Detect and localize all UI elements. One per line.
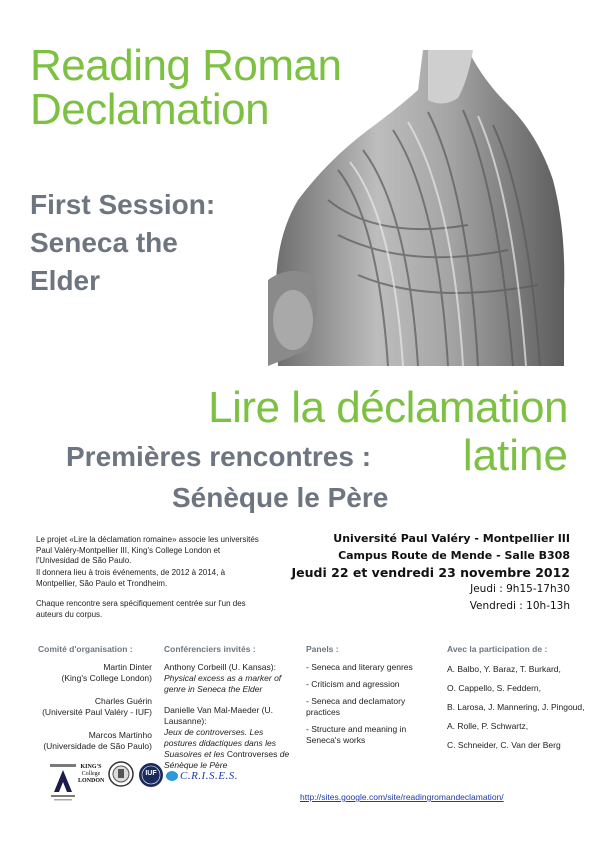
venue-dates: Jeudi 22 et vendredi 23 novembre 2012 <box>291 565 570 580</box>
kings-logo-line3: LONDON <box>78 778 105 784</box>
iuf-logo-text: IUF <box>145 770 157 777</box>
session-french-line2: Sénèque le Père <box>172 482 389 513</box>
speaker-1-talk-title: Physical excess as a marker of genre in Seneca the Elder <box>164 673 282 694</box>
title-french-line2: latine <box>462 431 568 480</box>
session-english <box>30 186 270 300</box>
venue-block <box>292 530 570 615</box>
venue-friday-hours: Vendredi : 10h-13h <box>469 600 570 612</box>
panel-item: - Structure and meaning in Seneca's works <box>306 724 407 745</box>
title-english-line2: Declamation <box>30 85 270 134</box>
session-french-line1: Premières rencontres : <box>66 441 372 472</box>
participant-line: O. Cappello, S. Feddern, <box>447 683 542 693</box>
session-english-line1: First Session: <box>30 189 216 220</box>
participant-line: A. Rolle, P. Schwartz, <box>447 721 529 731</box>
speaker-1-name: Anthony Corbeill (U. Kansas): <box>164 662 276 672</box>
organiser-entry <box>62 662 152 684</box>
panel-item: - Criticism and agression <box>306 679 400 689</box>
crises-logo-text: C.R.I.S.E.S. <box>180 770 238 782</box>
crises-emblem-icon <box>166 771 178 781</box>
description-paragraph-3: Chaque rencontre sera spécifiquement centrée sur l'un des auteurs du corpus. <box>36 599 246 619</box>
university-seal-logo <box>108 760 134 788</box>
panels-heading: Panels : <box>306 644 339 654</box>
panel-item: - Seneca and literary genres <box>306 662 413 672</box>
kings-logo-line2: College <box>81 771 101 777</box>
participant-line: C. Schneider, C. Van der Berg <box>447 740 561 750</box>
organiser-affiliation: (King's College London) <box>61 673 152 683</box>
speaker-2-talk-title-c: de Sénèque le Père <box>164 749 290 770</box>
organiser-name: Marcos Martinho <box>88 730 152 740</box>
organiser-entry <box>42 696 152 718</box>
organiser-entry <box>43 730 152 752</box>
session-english-line2: Seneca the <box>30 227 178 258</box>
website-link[interactable]: http://sites.google.com/site/readingromandeclamation/ <box>300 792 504 802</box>
crises-logo <box>166 770 246 786</box>
participant-line: A. Balbo, Y. Baraz, T. Burkard, <box>447 664 561 674</box>
participation-heading: Avec la participation de : <box>447 644 548 654</box>
participant-line: B. Larosa, J. Mannering, J. Pingoud, <box>447 702 585 712</box>
session-english-line3: Elder <box>30 265 101 296</box>
invited-speakers <box>164 644 294 771</box>
description-paragraph-1: Le projet «Lire la déclamation romaine» associe les universités Paul Valéry-Montpellier III, King's College London et l'Univesidad de São Paulo. <box>36 535 259 565</box>
panels-list <box>306 644 432 746</box>
description-paragraph-2: Il donnera lieu à trois événements, de 2012 à 2014, à Montpellier, São Paulo et Trondheim. <box>36 568 226 588</box>
speakers-heading: Conférenciers invités : <box>164 644 256 654</box>
organiser-name: Charles Guérin <box>94 696 152 706</box>
speaker-2-talk-title-b: Controverses <box>226 749 278 759</box>
organiser-affiliation: (Universidade de São Paulo) <box>43 741 152 751</box>
kings-college-logo <box>78 764 104 798</box>
title-english-line1: Reading Roman <box>30 41 342 90</box>
speaker-1 <box>164 662 294 695</box>
speaker-2-name: Danielle Van Mal-Maeder (U. Lausanne): <box>164 705 273 726</box>
organiser-name: Martin Dinter <box>103 662 152 672</box>
speaker-2-talk-title-a: Jeux de controverses. Les postures didactiques dans les Suasoires et les <box>164 727 276 759</box>
organisation-heading: Comité d'organisation : <box>38 644 133 654</box>
organisation-committee <box>32 644 152 754</box>
venue-thursday-hours: Jeudi : 9h15-17h30 <box>470 583 570 595</box>
iuf-logo <box>138 762 164 788</box>
paul-valery-logo <box>48 762 78 802</box>
kings-logo-line1: KING'S <box>80 764 102 770</box>
panel-item: - Seneca and declamatory practices <box>306 696 406 717</box>
partner-logos <box>48 756 272 812</box>
participation-list <box>447 644 587 751</box>
title-english <box>30 41 342 134</box>
venue-campus: Campus Route de Mende - Salle B308 <box>338 549 570 562</box>
venue-university: Université Paul Valéry - Montpellier III <box>333 532 570 545</box>
title-french-line1: Lire la déclamation <box>208 383 568 432</box>
organiser-affiliation: (Université Paul Valéry - IUF) <box>42 707 152 717</box>
